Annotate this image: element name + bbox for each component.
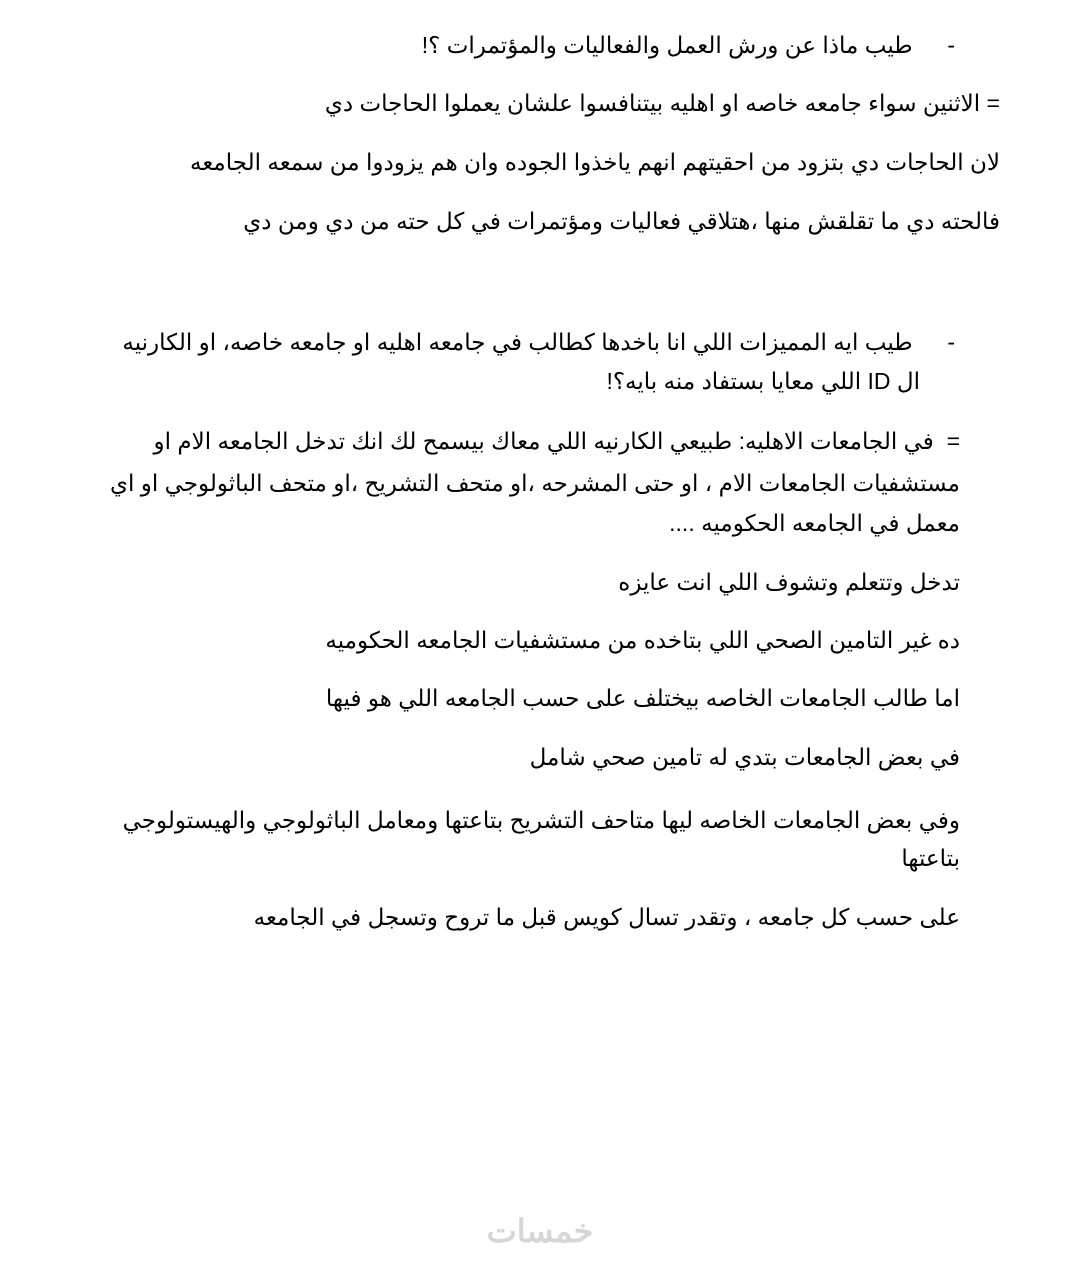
paragraph: تدخل وتتعلم وتشوف اللي انت عايزه bbox=[618, 569, 960, 595]
answer-line: لان الحاجات دي بتزود من احقيتهم انهم ياخذوا الجوده وان هم يزودوا من سمعه الجامعه bbox=[190, 149, 1000, 175]
paragraph: اما طالب الجامعات الخاصه بيختلف على حسب الجامعه اللي هو فيها bbox=[325, 685, 960, 711]
paragraph: بتاعتها bbox=[901, 845, 960, 871]
question-workshops: - طيب ماذا عن ورش العمل والفعاليات والمؤتمرات ؟! bbox=[421, 32, 955, 58]
answer-line: = الاثنين سواء جامعه خاصه او اهليه بيتنافسوا علشان يعملوا الحاجات دي bbox=[324, 90, 1000, 116]
answer-line: مستشفيات الجامعات الام ، او حتى المشرحه ،او متحف التشريح ،او متحف الباثولوجي او اي bbox=[109, 470, 960, 496]
paragraph: وفي بعض الجامعات الخاصه ليها متاحف التشريح بتاعتها ومعامل الباثولوجي والهيستولوجي bbox=[122, 807, 960, 833]
answer-line: فالحته دي ما تقلقش منها ،هتلاقي فعاليات ومؤتمرات في كل حته من دي ومن دي bbox=[243, 208, 1000, 234]
paragraph: على حسب كل جامعه ، وتقدر تسال كويس قبل ما تروح وتسجل في الجامعه bbox=[253, 904, 960, 930]
answer-line: معمل في الجامعه الحكوميه .... bbox=[669, 510, 960, 536]
paragraph: في بعض الجامعات بتدي له تامين صحي شامل bbox=[529, 744, 960, 770]
equals-marker: = bbox=[946, 428, 960, 454]
bullet-dash: - bbox=[947, 329, 955, 355]
bullet-dash: - bbox=[947, 32, 955, 58]
question-benefits: - طيب ايه المميزات اللي انا باخدها كطالب في جامعه اهليه او جامعه خاصه، او الكارنيه bbox=[122, 329, 955, 355]
watermark-logo: خمسات bbox=[486, 1213, 594, 1249]
paragraph: ده غير التامين الصحي اللي بتاخده من مستشفيات الجامعه الحكوميه bbox=[325, 627, 960, 653]
answer-line: = في الجامعات الاهليه: طبيعي الكارنيه اللي معاك بيسمح لك انك تدخل الجامعه الام او bbox=[153, 428, 960, 454]
question-line: ال ID اللي معايا بستفاد منه بايه؟! bbox=[606, 368, 920, 394]
